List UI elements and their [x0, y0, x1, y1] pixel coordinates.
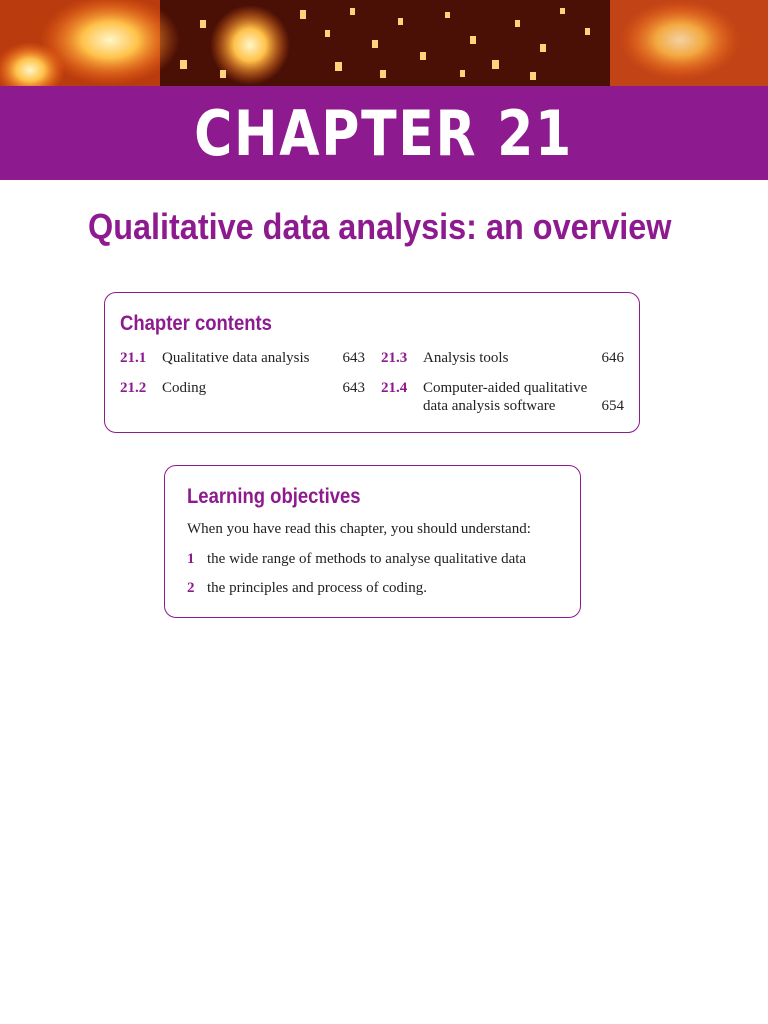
- contents-entry-number: 21.2: [120, 380, 147, 396]
- objective-item: [187, 551, 526, 568]
- learning-objectives-heading: Learning objectives: [187, 485, 361, 508]
- objective-item: [187, 580, 427, 597]
- contents-entry[interactable]: [120, 379, 365, 397]
- contents-entry[interactable]: [381, 349, 624, 367]
- objective-text: the wide range of methods to analyse qualitative data: [207, 551, 527, 567]
- lantern-pattern: [0, 0, 768, 86]
- chapter-banner: [0, 86, 768, 180]
- contents-entry-page: 643: [342, 350, 365, 366]
- contents-entry-title: Qualitative data analysis: [162, 350, 310, 366]
- contents-entry-title: Analysis tools: [423, 350, 509, 366]
- chapter-title: CHAPTER 21: [194, 96, 574, 170]
- contents-entry-number: 21.4: [381, 380, 408, 396]
- contents-entry[interactable]: [120, 349, 365, 367]
- chapter-contents-heading: Chapter contents: [120, 312, 272, 335]
- objective-number: 1: [187, 551, 195, 567]
- objective-text: the principles and process of coding.: [207, 580, 427, 596]
- contents-entry-title: Computer-aided qualitative data analysis software: [423, 380, 588, 414]
- contents-entry-page: 646: [601, 350, 624, 366]
- contents-entry-number: 21.1: [120, 350, 147, 366]
- banner-photo-lanterns: [0, 0, 768, 86]
- contents-entry-title: Coding: [162, 380, 207, 396]
- chapter-contents-box: [104, 292, 640, 433]
- contents-entry-page: 654: [601, 398, 624, 414]
- learning-objectives-intro: When you have read this chapter, you should understand:: [187, 521, 531, 537]
- learning-objectives-box: [164, 465, 581, 618]
- chapter-subtitle: Qualitative data analysis: an overview: [88, 206, 672, 247]
- contents-entry-number: 21.3: [381, 350, 408, 366]
- objective-number: 2: [187, 580, 195, 596]
- contents-entry-page: 643: [342, 380, 365, 396]
- contents-entry[interactable]: [381, 379, 624, 415]
